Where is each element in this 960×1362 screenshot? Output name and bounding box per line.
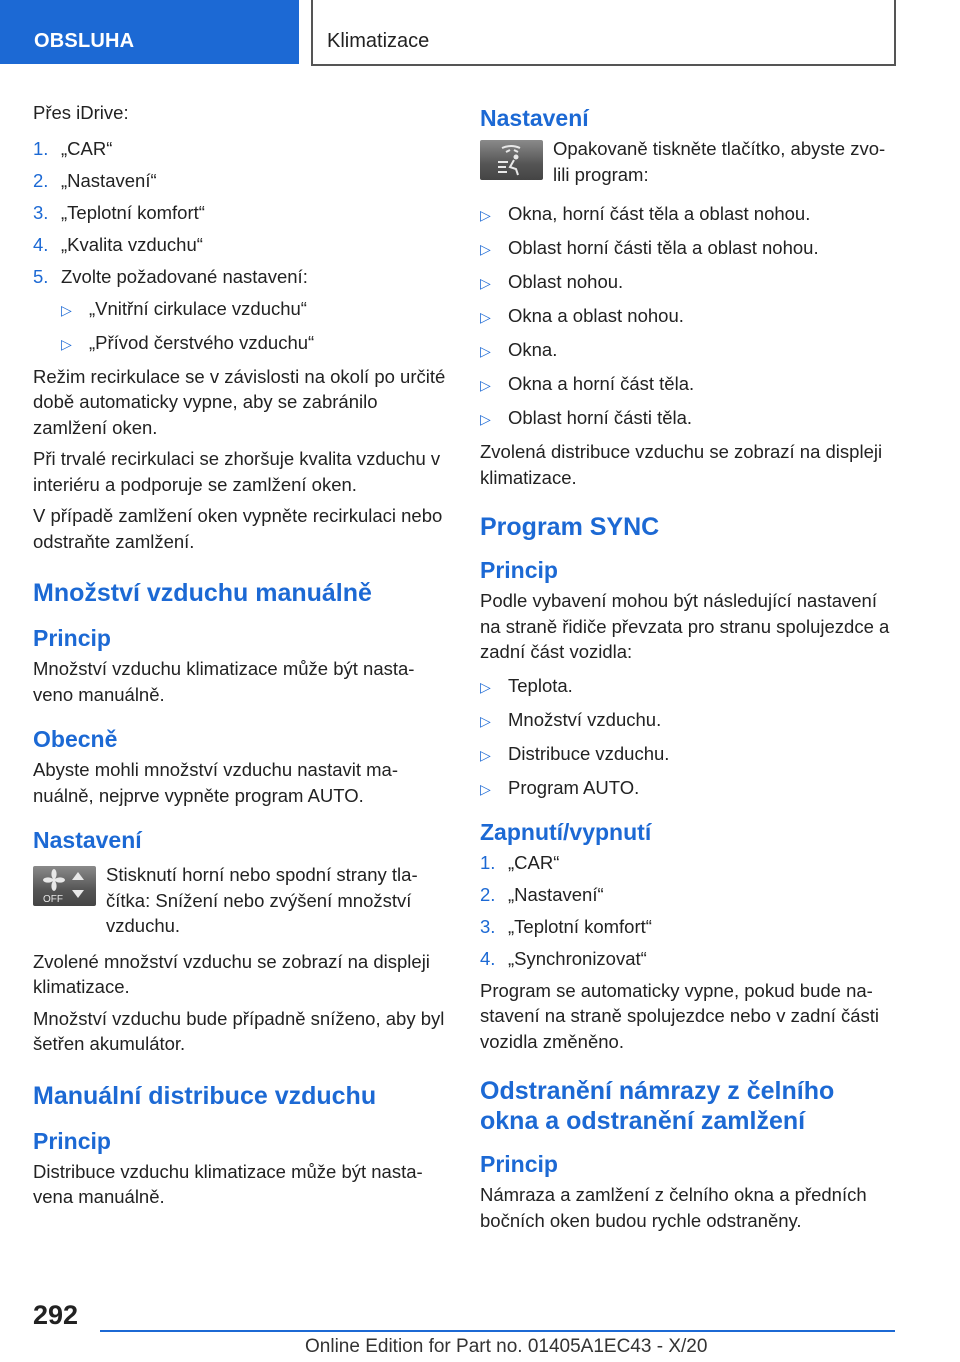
subheading: Princip: [480, 1151, 558, 1177]
idrive-steps: [33, 136, 448, 289]
triangle-bullet-icon: ▷: [480, 780, 491, 797]
page-number: 292: [33, 1300, 79, 1330]
list-item: ▷ Okna, horní část těla a oblast nohou.: [480, 201, 895, 228]
left-column: [33, 100, 448, 1216]
list-item: ▷ Množství vzduchu.: [480, 707, 895, 734]
chapter-tab: Klimatizace: [311, 0, 896, 66]
list-item: 1. „CAR“: [33, 137, 113, 159]
triangle-bullet-icon: ▷: [480, 309, 491, 325]
off-label: OFF: [43, 894, 63, 905]
section-tab: OBSLUHA: [0, 0, 299, 64]
sync-steps: [480, 850, 895, 971]
triangle-bullet-icon: ▷: [61, 335, 72, 352]
paragraph: Námraza a zamlžení z čelního okna a předních bočních oken budou rychle odstraněny.: [480, 1184, 867, 1231]
paragraph: Při trvalé recirkulaci se zhoršuje kvalita vzduchu v interiéru a podporuje se zamlžení oken.: [33, 448, 441, 495]
list-item: 3. „Teplotní komfort“: [480, 915, 652, 937]
subheading: Princip: [33, 1127, 111, 1154]
triangle-bullet-icon: ▷: [480, 241, 491, 257]
paragraph: Opakovaně tiskněte tlačítko, abyste zvolili program:: [553, 138, 886, 185]
list-item: 4. „Synchronizovat“: [480, 947, 647, 969]
paragraph: Abyste mohli množství vzduchu nastavit manuálně, nejprve vypněte program AUTO.: [33, 759, 399, 806]
list-item: ▷ Teplota.: [480, 673, 895, 700]
paragraph: Zvolená distribuce vzduchu se zobrazí na displeji klimatizace.: [480, 441, 883, 488]
list-item: ▷ Distribuce vzduchu.: [480, 741, 895, 768]
subheading: Zapnutí/vypnutí: [480, 818, 652, 845]
sync-list: [480, 673, 895, 802]
subheading: Princip: [33, 625, 111, 651]
subheading: Nastavení: [33, 827, 142, 853]
list-item: ▷ Okna.: [480, 337, 895, 364]
triangle-bullet-icon: ▷: [480, 275, 491, 291]
section-heading: Množství vzduchu manuálně: [33, 579, 372, 607]
list-item: ▷ Program AUTO.: [480, 775, 895, 802]
distribution-setting-row: [480, 136, 895, 187]
edition-text: Online Edition for Part no. 01405A1EC43 - X/20: [305, 1336, 708, 1357]
triangle-bullet-icon: ▷: [480, 712, 491, 729]
triangle-bullet-icon: ▷: [61, 301, 72, 318]
triangle-bullet-icon: ▷: [480, 207, 491, 223]
idrive-intro: Přes iDrive:: [33, 102, 129, 123]
list-item: ▷ Oblast horní části těla.: [480, 405, 895, 432]
triangle-bullet-icon: ▷: [480, 678, 491, 695]
paragraph: Zvolené množství vzduchu se zobrazí na displeji klimatizace.: [33, 950, 430, 997]
section-heading: Manuální distribuce vzduchu: [33, 1081, 377, 1110]
paragraph: V případě zamlžení oken vypněte recirkulaci nebo odstraňte zamlžení.: [33, 505, 443, 552]
paragraph: Stisknutí horní nebo spodní strany tlačítka: Snížení nebo zvýšení množství vzduchu.: [106, 864, 418, 936]
fan-button-icon: [33, 866, 96, 906]
list-item: ▷ Okna a horní část těla.: [480, 371, 895, 398]
triangle-bullet-icon: ▷: [480, 746, 491, 763]
list-item: ▷ Oblast horní části těla a oblast nohou.: [480, 235, 895, 262]
list-item: 4. „Kvalita vzduchu“: [33, 233, 203, 255]
triangle-bullet-icon: ▷: [480, 343, 491, 359]
footer-divider: [100, 1330, 895, 1332]
list-item: ▷ Oblast nohou.: [480, 269, 895, 296]
recirc-options: [33, 296, 448, 357]
air-distribution-button-icon: [480, 140, 543, 180]
program-list: [480, 201, 895, 432]
fan-setting-row: [33, 862, 448, 939]
section-heading: Odstranění námrazy z čelního okna a odstranění zamlžení: [480, 1077, 835, 1135]
list-item: 5. Zvolte požadované nastavení:: [33, 265, 308, 287]
paragraph: Distribuce vzduchu klimatizace může být nastavena manuálně.: [33, 1160, 423, 1207]
section-heading: Program SYNC: [480, 513, 660, 541]
page-header: [0, 0, 960, 66]
paragraph: Režim recirkulace se v závislosti na okolí po určité době automaticky vypne, aby se zabránilo zamlžení oken.: [33, 365, 446, 438]
list-item: 3. „Teplotní komfort“: [33, 201, 205, 223]
list-item: ▷ „Přívod čerstvého vzduchu“: [61, 330, 448, 357]
subheading: Obecně: [33, 726, 118, 752]
triangle-bullet-icon: ▷: [480, 411, 491, 427]
paragraph: Podle vybavení mohou být následující nastavení na straně řidiče převzata pro stranu spolujezdce a zadní část vozidla:: [480, 590, 890, 662]
subheading: Princip: [480, 557, 558, 583]
paragraph: Program se automaticky vypne, pokud bude nastavení na straně spolujezdce nebo v zadní části vozidla změněno.: [480, 979, 880, 1052]
list-item: 2. „Nastavení“: [33, 169, 157, 191]
list-item: 2. „Nastavení“: [480, 883, 604, 905]
right-column: [480, 100, 895, 1239]
list-item: ▷ Okna a oblast nohou.: [480, 303, 895, 330]
triangle-bullet-icon: ▷: [480, 377, 491, 393]
paragraph: Množství vzduchu bude případně sníženo, aby byl šetřen akumulátor.: [33, 1007, 445, 1054]
paragraph: Množství vzduchu klimatizace může být nastaveno manuálně.: [33, 658, 415, 705]
list-item: 1. „CAR“: [480, 851, 560, 873]
subheading: Nastavení: [480, 105, 589, 131]
list-item: ▷ „Vnitřní cirkulace vzduchu“: [61, 296, 448, 323]
